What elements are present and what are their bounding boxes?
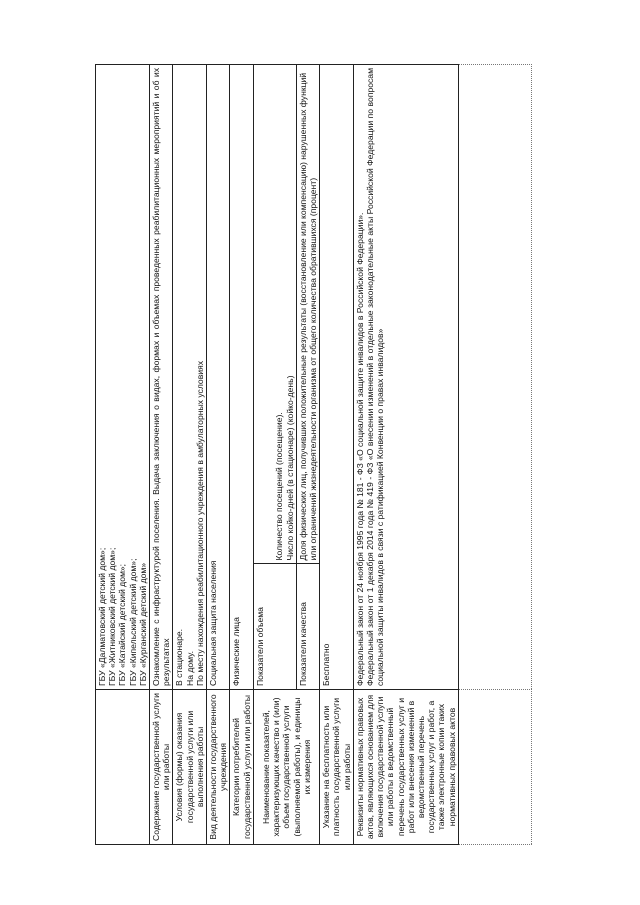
table-row [353, 65, 458, 845]
rotated-table-wrapper [95, 65, 525, 845]
volume-list [254, 65, 297, 564]
list-item: ГБУ «Кипельский детский дом»; [127, 558, 138, 686]
service-table [95, 64, 532, 845]
list-item: В стационаре. [174, 628, 185, 686]
content-value: Ознакомление с инфраструктурой поселения. Выдача заключения о видах, формах и объемах проведенных реабилитационных мероприятий и об их результатах [150, 65, 173, 690]
table-row [230, 65, 253, 845]
indicators-subtable [254, 65, 319, 689]
requisites-list [353, 65, 458, 690]
table-row [96, 65, 150, 845]
conditions-label: Условия (формы) оказания государственной услуги или выполнения работы [173, 690, 207, 845]
payment-value: Бесплатно [320, 65, 354, 690]
table-row [296, 65, 319, 689]
list-item: Федеральный закон от 24 ноября 1995 года № 181 - ФЗ «О социальной защите инвалидов в Российской Федерации». [354, 212, 365, 686]
list-item: ГБУ «Курганский детский дом» [137, 562, 148, 686]
list-item: Федеральный закон от 1 декабря 2014 года № 419 - ФЗ «О внесении изменений в отдельные законодательные акты Российской Федерации по вопросам социальной защиты инвалидов в связи с ратификацией Конвенции о правах инвалидов» [365, 68, 386, 686]
consumers-value: Физические лица [230, 65, 253, 690]
volume-label: Показатели объема [254, 607, 265, 686]
table-row [253, 65, 319, 845]
requisites-label: Реквизиты нормативных правовых актов, являющихся основанием для включения государственной услуги или работы в ведомственный перечень государственных услуг и работ или внесения изменений в ведомственный перечень государственных услуг и работ, а также электронные копии таких нормативных правовых актов [353, 690, 458, 845]
table-row [254, 65, 297, 689]
table-row [173, 65, 207, 845]
institutions-list [96, 65, 150, 690]
activity-label: Вид деятельности государственного учреждения [207, 690, 230, 845]
table-row [458, 65, 531, 845]
table-row [320, 65, 354, 845]
list-item: По месту нахождения реабилитационного учреждения в амбулаторных условиях [194, 360, 205, 686]
list-item: ГБУ «Житниковский детский дом»; [107, 547, 118, 686]
list-item: Число койко-дней (в стационаре) (койко-день) [284, 375, 295, 561]
table-row [150, 65, 173, 845]
list-item: ГБУ «Катайский детский дом»; [117, 563, 128, 686]
empty-cell [458, 65, 531, 690]
indicators-cell [253, 65, 319, 690]
consumers-label: Категории потребителей государственной услуги или работы [230, 690, 253, 845]
list-item: На дому. [184, 651, 195, 686]
quality-label: Показатели качества [296, 564, 319, 689]
list-item: ГБУ «Далматовский детский дом»; [97, 547, 107, 686]
table-row [207, 65, 230, 845]
payment-label: Указание на бесплатность или платность государственной услуги или работы [320, 690, 354, 845]
content-label: Содержание государственной услуги или работы [150, 690, 173, 845]
institutions-label [96, 690, 150, 845]
quality-value: Доля физических лиц, получивших положительные результаты (восстановление или компенсацию) нарушенных функций или ограничений жизнедеятельности организма от общего количества обратившихся (процент) [296, 65, 319, 564]
indicators-label: Наименование показателей, характеризующих качество и (или) объем государственной услуги (выполняемой работы), и единицы их измерения [253, 690, 319, 845]
list-item: Количество посещений (посещение). [274, 412, 285, 561]
empty-cell [458, 690, 531, 845]
conditions-list [173, 65, 207, 690]
activity-value: Социальная защита населения [207, 65, 230, 690]
